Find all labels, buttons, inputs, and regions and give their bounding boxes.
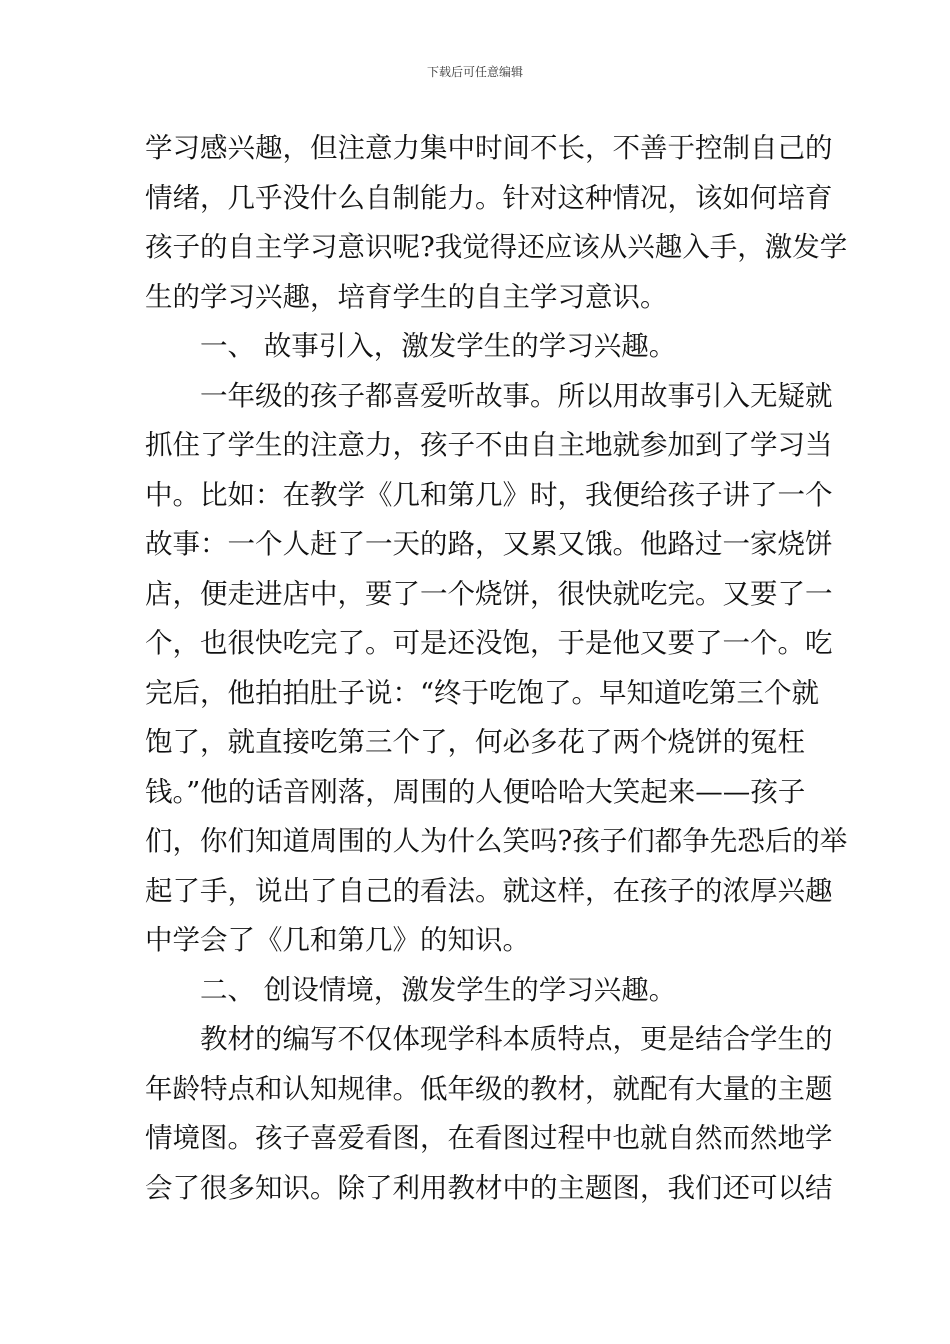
text-line: 情境图。孩子喜爱看图，在看图过程中也就自然而然地学 (145, 1122, 833, 1154)
paragraph-start: 教材的编写不仅体现学科本质特点，更是结合学生的 (200, 1023, 833, 1055)
text-line: 年龄特点和认知规律。低年级的教材，就配有大量的主题 (145, 1072, 833, 1105)
text-line: 饱了，就直接吃第三个了，何必多花了两个烧饼的冤枉 (145, 726, 805, 758)
text-line: 店，便走进店中，要了一个烧饼，很快就吃完。又要了一 (145, 577, 833, 610)
document-body (145, 124, 848, 1213)
text-line: 个，也很快吃完了。可是还没饱，于是他又要了一个。吃 (145, 627, 833, 659)
section-heading-2: 二、 创设情境，激发学生的学习兴趣。 (200, 973, 677, 1006)
text-line: 中。比如：在教学《几和第几》时，我便给孩子讲了一个 (145, 478, 833, 511)
text-line: 中学会了《几和第几》的知识。 (145, 924, 530, 956)
text-line: 生的学习兴趣，培育学生的自主学习意识。 (145, 280, 668, 313)
text-line: 钱。”他的话音刚落，周围的人便哈哈大笑起来——孩子 (145, 775, 806, 808)
text-line: 会了很多知识。除了利用教材中的主题图，我们还可以结 (145, 1171, 833, 1204)
text-line: 起了手，说出了自己的看法。就这样，在孩子的浓厚兴趣 (145, 874, 833, 907)
text-line: 完后，他拍拍肚子说：“终于吃饱了。早知道吃第三个就 (145, 676, 820, 709)
text-line: 学习感兴趣，但注意力集中时间不长，不善于控制自己的 (145, 132, 833, 164)
paragraph-start: 一年级的孩子都喜爱听故事。所以用故事引入无疑就 (200, 379, 833, 412)
text-line: 故事：一个人赶了一天的路，又累又饿。他路过一家烧饼 (145, 528, 833, 560)
text-line: 情绪，几乎没什么自制能力。针对这种情况，该如何培育 (145, 181, 833, 214)
section-heading-1: 一、 故事引入，激发学生的学习兴趣。 (200, 330, 677, 362)
text-line: 们，你们知道周围的人为什么笑吗?孩子们都争先恐后的举 (145, 825, 848, 857)
text-line: 孩子的自主学习意识呢?我觉得还应该从兴趣入手，激发学 (145, 231, 848, 263)
text-line: 抓住了学生的注意力，孩子不由自主地就参加到了学习当 (145, 429, 833, 461)
page-header-note: 下载后可任意编辑 (426, 65, 523, 79)
